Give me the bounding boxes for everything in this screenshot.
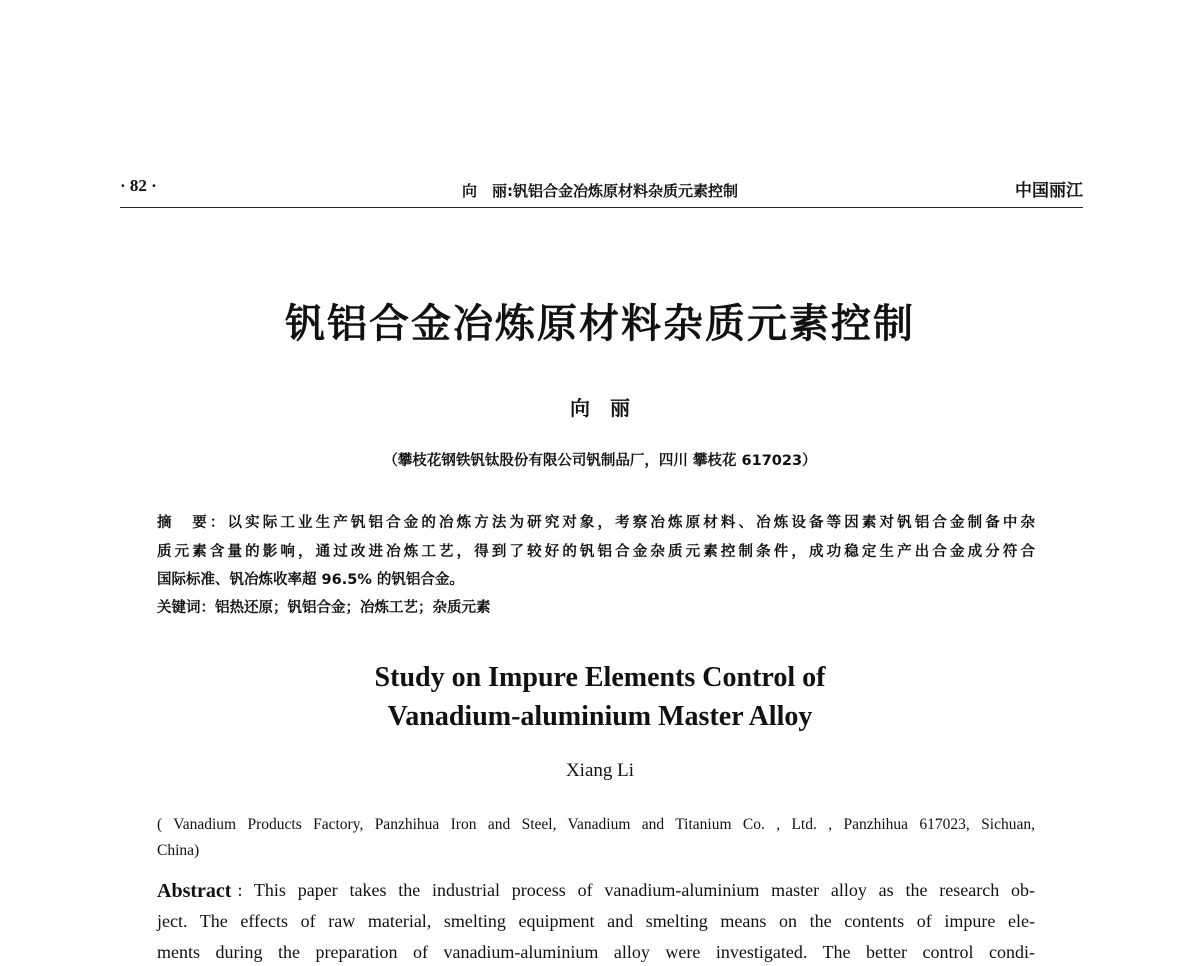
- author-en: Xiang Li: [565, 760, 635, 781]
- affiliation-cn: （攀枝花钢铁钒钛股份有限公司钒制品厂，四川 攀枝花 617023）: [383, 453, 817, 469]
- keywords-cn: 关键词：铝热还原；钒铝合金；冶炼工艺；杂质元素: [157, 600, 491, 616]
- abstract-cn-line: 质元素含量的影响，通过改进冶炼工艺，得到了较好的钒铝合金杂质元素控制条件，成功稳定生产出合金成分符合: [157, 544, 1035, 560]
- abstract-en-line: : This paper takes the industrial process of vanadium-aluminium master alloy as the research ob-: [237, 880, 1035, 900]
- journal-name: 中国丽江: [1015, 181, 1083, 201]
- title-cn: 钒铝合金冶炼原材料杂质元素控制: [285, 301, 915, 347]
- abstract-cn-line: 国际标准、钒冶炼收率超 96.5% 的钒铝合金。: [157, 572, 464, 588]
- title-en-line: Vanadium-aluminium Master Alloy: [387, 701, 813, 732]
- abstract-cn-line: 摘 要：以实际工业生产钒铝合金的冶炼方法为研究对象，考察冶炼原材料、冶炼设备等因素对钒铝合金制备中杂: [157, 515, 1035, 531]
- affiliation-en-line: ( Vanadium Products Factory, Panzhihua Iron and Steel, Vanadium and Titanium Co. , Ltd. , Panzhihua 617023, Sichuan,: [157, 816, 1035, 833]
- abstract-en-line: ments during the preparation of vanadium-aluminium alloy were investigated. The better control condi-: [157, 942, 1035, 962]
- abstract-en-label: Abstract: [157, 880, 232, 902]
- affiliation-en-line: China): [157, 842, 200, 859]
- page-number: · 82 ·: [120, 176, 157, 195]
- author-cn: 向 丽: [570, 396, 630, 420]
- abstract-en-line: ject. The effects of raw material, smelting equipment and smelting means on the contents of impure ele-: [157, 911, 1035, 931]
- header-rule: [120, 207, 1083, 208]
- running-title: 向 丽:钒铝合金冶炼原材料杂质元素控制: [461, 182, 738, 200]
- title-en-line: Study on Impure Elements Control of: [374, 662, 826, 693]
